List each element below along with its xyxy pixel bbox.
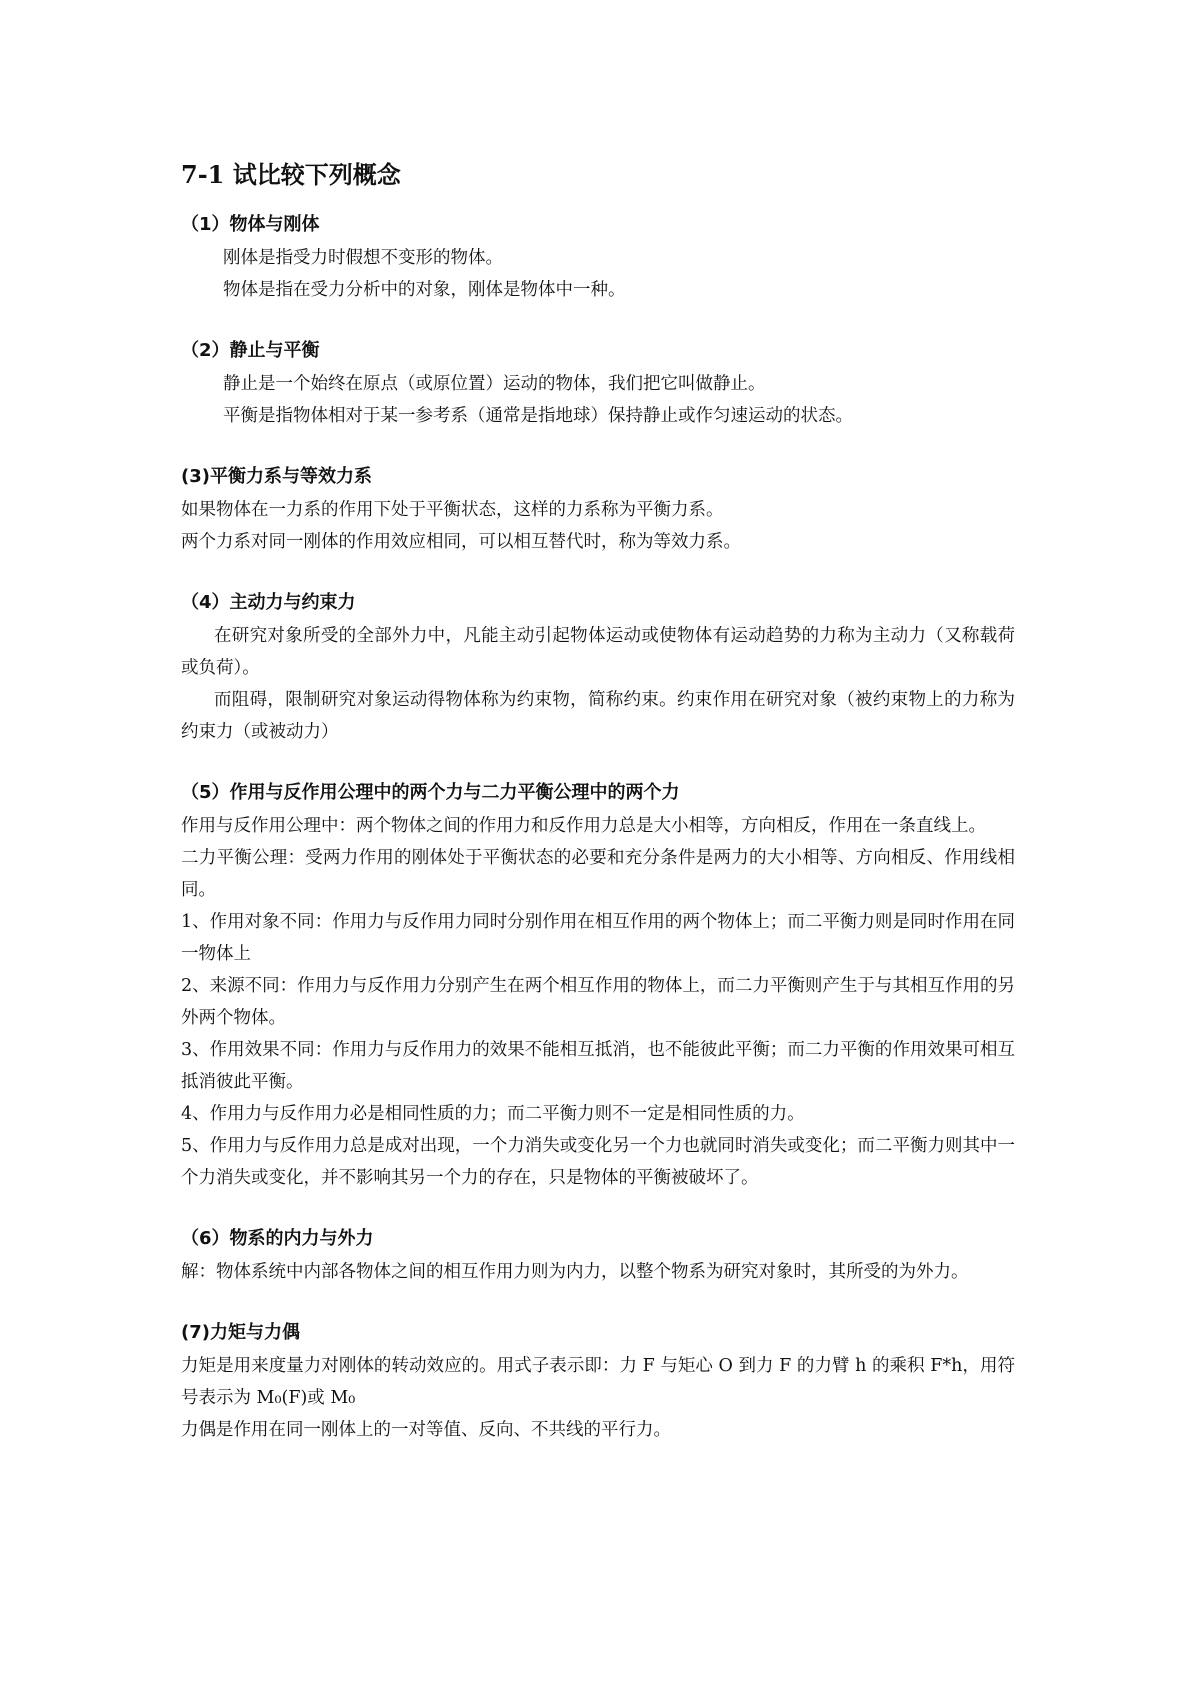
section-rest-equilibrium (181, 336, 1015, 432)
section-heading: （6）物系的内力与外力 (181, 1228, 374, 1249)
section-heading: (3)平衡力系与等效力系 (181, 466, 372, 487)
list-item: 3、作用效果不同：作用力与反作用力的效果不能相互抵消，也不能彼此平衡；而二力平衡的作用效果可相互抵消彼此平衡。 (181, 1040, 1015, 1092)
paragraph: 刚体是指受力时假想不变形的物体。 (223, 248, 503, 268)
list-item: 5、作用力与反作用力总是成对出现，一个力消失或变化另一个力也就同时消失或变化；而二平衡力则其中一个力消失或变化，并不影响其另一个力的存在，只是物体的平衡被破坏了。 (181, 1136, 1015, 1188)
paragraph: 力偶是作用在同一刚体上的一对等值、反向、不共线的平行力。 (181, 1420, 671, 1440)
paragraph: 物体是指在受力分析中的对象，刚体是物体中一种。 (223, 280, 626, 300)
paragraph: 而阻碍，限制研究对象运动得物体称为约束物，简称约束。约束作用在研究对象（被约束物上的力称为约束力（或被动力） (181, 690, 1015, 742)
section-heading: （2）静止与平衡 (181, 340, 320, 361)
page-title: 7-1 试比较下列概念 (181, 160, 401, 189)
paragraph: 如果物体在一力系的作用下处于平衡状态，这样的力系称为平衡力系。 (181, 500, 724, 520)
paragraph: 平衡是指物体相对于某一参考系（通常是指地球）保持静止或作匀速运动的状态。 (223, 406, 853, 426)
section-heading: （1）物体与刚体 (181, 214, 320, 235)
paragraph: 作用与反作用公理中：两个物体之间的作用力和反作用力总是大小相等，方向相反，作用在一条直线上。 (181, 816, 986, 836)
section-heading: （5）作用与反作用公理中的两个力与二力平衡公理中的两个力 (181, 782, 680, 803)
section-heading: (7)力矩与力偶 (181, 1322, 300, 1343)
section-force-systems (181, 462, 1015, 558)
section-rigid-body (181, 210, 1015, 306)
list-item: 2、来源不同：作用力与反作用力分别产生在两个相互作用的物体上，而二力平衡则产生于与其相互作用的另外两个物体。 (181, 976, 1015, 1028)
paragraph: 两个力系对同一刚体的作用效应相同，可以相互替代时，称为等效力系。 (181, 532, 741, 552)
section-active-constraint-force (181, 588, 1015, 748)
paragraph: 解：物体系统中内部各物体之间的相互作用力则为内力，以整个物系为研究对象时，其所受的为外力。 (181, 1262, 969, 1282)
section-heading: （4）主动力与约束力 (181, 592, 356, 613)
paragraph: 在研究对象所受的全部外力中，凡能主动引起物体运动或使物体有运动趋势的力称为主动力（又称载荷或负荷）。 (181, 626, 1015, 678)
document-body (181, 158, 1015, 1476)
section-internal-external-force (181, 1224, 1015, 1288)
paragraph: 静止是一个始终在原点（或原位置）运动的物体，我们把它叫做静止。 (223, 374, 766, 394)
list-item: 4、作用力与反作用力必是相同性质的力；而二平衡力则不一定是相同性质的力。 (181, 1104, 805, 1124)
section-action-reaction (181, 778, 1015, 1194)
list-item: 1、作用对象不同：作用力与反作用力同时分别作用在相互作用的两个物体上；而二平衡力则是同时作用在同一物体上 (181, 912, 1015, 964)
section-moment-couple (181, 1318, 1015, 1446)
paragraph: 力矩是用来度量力对刚体的转动效应的。用式子表示即：力 F 与矩心 O 到力 F 的力臂 h 的乘积 F*h，用符号表示为 M₀(F)或 M₀ (181, 1356, 1015, 1408)
paragraph: 二力平衡公理：受两力作用的刚体处于平衡状态的必要和充分条件是两力的大小相等、方向相反、作用线相同。 (181, 848, 1015, 900)
